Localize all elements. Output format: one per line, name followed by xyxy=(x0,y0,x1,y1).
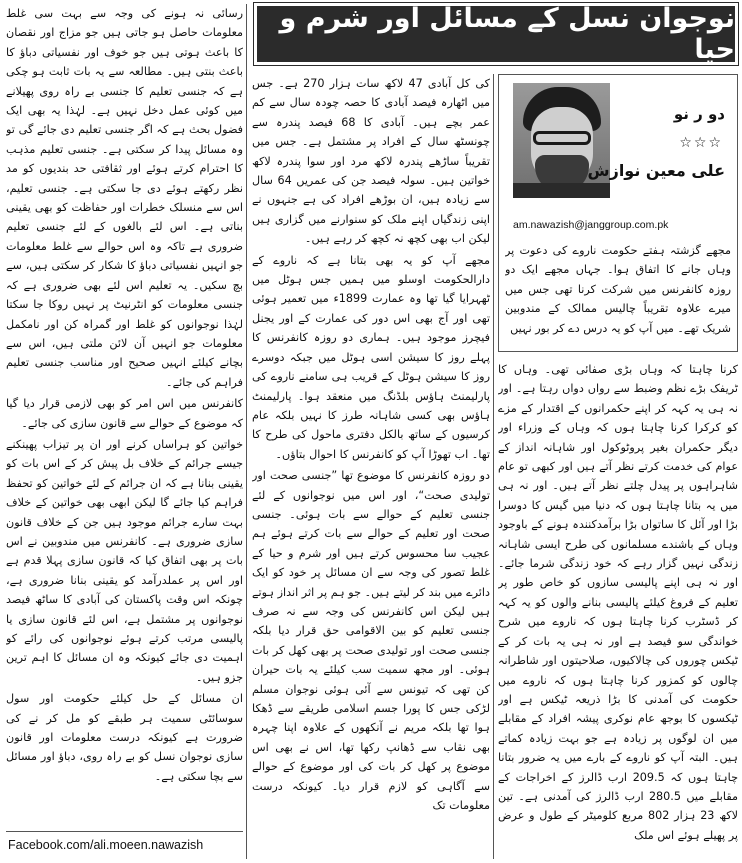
paragraph: مجھے آپ کو یہ بھی بتانا ہے کہ ناروے کے دارالحکومت اوسلو میں ہمیں جس ہوٹل میں ٹھہرایا گیا تھا وہ عمارت 1899ء میں تعمیر ہوئی تھی اور آج بھی اس دور کی عمارت کے اور یجنل فیچرز موجود ہیں۔ ہماری دو روزہ کانفرنس کا پہلے روز کا سیشن اسی ہوٹل میں جبکہ دوسرے روز کا سیشن ہوٹل کے قریب ہی سامنے ناروے کی پارلیمنٹ ہاؤس بلڈنگ میں منعقد ہوا۔ پارلیمنٹ ہاؤس بھی کسی شاہانہ طرز کا نہیں بلکہ عام کرسیوں کے ساتھ بالکل دفتری ماحول کی طرح کا تھا۔ اب تھوڑا آپ کو کانفرنس کا احوال بتاؤں۔ xyxy=(252,253,490,461)
headline-banner xyxy=(254,3,738,65)
paragraph: مجھے گزشتہ ہفتے حکومت ناروے کی دعوت پر وہاں جانے کا اتفاق ہوا۔ جہاں مجھے ایک دو روزہ کانفرنس میں شرکت کرنا تھی جس میں میرے علاوہ تقریباً چالیس ممالک کے مندوبین شریک تھے۔ میں آپ کو یہ درس دے کر بور نہیں xyxy=(505,244,731,335)
column-left xyxy=(6,4,243,829)
paragraph: خواتین کو ہراساں کرنے اور ان پر تیزاب پھینکنے جیسے جرائم کے خلاف بل پیش کر کے اس بات کو یقینی بنانا ہے کہ ان جرائم کے لئے خواتین کو تحفظ فراہم کیا جائے گا لیکن ابھی بھی خواتین کے خلاف بہت سارے جرائم موجود ہیں جن کے خلاف قانون سازی ضروری ہے۔ کانفرنس میں مندوبین نے اس بات پر بھی اتفاق کیا کہ قانون سازی پہلا قدم ہے اور اس پر عملدرآمد کو یقینی بنانا ضروری ہے، چونکہ اس وقت پاکستان کی آبادی کا ساٹھ فیصد نوجوانوں پر مشتمل ہے، اس لئے قانون سازی یا پالیسی مرتب کرتے ہوئے نوجوانوں کی رائے کو اہمیت دی جائے کیونکہ وہ ان مسائل کا اہم ترین جزو ہیں۔ xyxy=(6,437,243,684)
column-name: دو ر نو xyxy=(673,105,725,123)
author-email[interactable]: am.nawazish@janggroup.com.pk xyxy=(513,219,669,231)
paragraph: دو روزہ کانفرنس کا موضوع تھا ”جنسی صحت اور تولیدی صحت“، اور اس میں نوجوانوں کے لئے جنسی تعلیم کے حوالے سے بات ہوئی۔ جنسی صحت اور تعلیم کے حوالے سے بات کرتے ہوئے ہم عجیب سا محسوس کرتے ہیں اور شرم و حیا کے غلط تصور کی وجہ سے ان مسائل پر خود کو ایک دائرے میں بند کر لیتے ہیں۔ جو ہم پر اثر انداز ہوتے ہیں لیکن اس کانفرنس کی وجہ سے نہ صرف جنسی تعلیم کو بین الاقوامی حق قرار دیا بلکہ جنسی صحت اور تولیدی صحت پر بھی کھل کر بات ہوئی۔ اور مجھ سمیت سب کیلئے یہ بات حیران کن تھی کہ تیونس سے آئی ہوئی نوجوان مسلم لڑکی جس کا پورا جسم اسلامی طریقے سے ڈھکا ہوا تھا بلکہ مریم نے آنکھوں کے علاوہ اپنا چہرہ بھی نقاب سے ڈھانپ رکھا تھا، اس نے بھی اس موضوع پر کھل کر بات کی اور موضوع کے حوالے سے آگاہی کو لازم قرار دیا۔ کیونکہ درست معلومات تک xyxy=(252,469,490,813)
paragraph: رسائی نہ ہونے کی وجہ سے بہت سی غلط معلومات حاصل ہو جاتی ہیں جو مزاج اور نقصان کا باعث ہوتی ہیں جو خوف اور نفسیاتی دباؤ کا باعث بنتی ہیں۔ مطالعہ سے یہ بات ثابت ہو چکی ہے کہ جنسی تعلیم کا جنسی بے راہ روی پھیلانے میں کوئی عمل دخل نہیں ہے۔ لہٰذا یہ بھی ایک فضول بحث ہے کہ اگر جنسی تعلیم دی جائے گی تو وہ مسائل پیدا کر سکتی ہے۔ جنسی تعلیم مذہب کا احترام کرتے ہوئے اور ثقافتی حد بندیوں کو مد نظر رکھتے ہوئے دی جا سکتی ہے۔ جنسی تعلیم، اس سے منسلک خطرات اور حفاظت کو بھی یقینی بناتی ہے۔ اس لئے بالغوں کے لئے جنسی تعلیم ضروری ہے تاکہ وہ اس حوالے سے غلط معلومات جو انہیں نفسیاتی دباؤ کا شکار کر سکتی ہیں، سے بچ سکیں۔ یہ تعلیم اس لئے بھی ضروری ہے کہ جنسی معلومات کو انٹرنیٹ پر نہیں روکا جا سکتا لہٰذا نوجوانوں کو غلط اور گمراہ کن اور نامکمل معلومات جو انہیں آن لائن ملتی ہیں، اس سے بچانے کیلئے انہیں صحیح اور مناسب جنسی تعلیم فراہم کی جائے۔ xyxy=(6,7,243,389)
paragraph-continued: کرنا چاہتا کہ وہاں بڑی صفائی تھی۔ وہاں کا ٹریفک بڑے نظم وضبط سے رواں دواں رہتا ہے۔ اور نہ ہی یہ کہہ کر اپنے حکمرانوں کے اقتدار کے مزے کو کرکرا کرنا چاہتا ہوں کہ وہاں کے وزراء اور دیگر حکمران بغیر پروٹوکول اور شاہانہ انداز کے عوام کی خدمت کرتے نظر آتے ہیں اور کبھی تو عام شاہراہوں پر پیدل چلتے نظر آتے ہیں۔ اور نہ ہی میں یہ بتانا چاہتا ہوں کہ دنیا میں گیس کا دوسرا بڑا اور آئل کا ساتواں بڑا برآمدکنندہ ہونے کے باوجود وہاں کے باشندے مسلمانوں کی طرح ایسی شاہانہ زندگی نہیں گزار رہے کہ خود زندگی شرما جائے۔ اور نہ ہی اپنے پالیسی سازوں کو خاص طور پر تعلیم کے فروغ کیلئے پالیسی بنانے والوں کو یہ کہہ کر ڈسٹرب کرنا چاہتا ہوں کہ ناروے میں شرح خواندگی سو فیصد ہے اور نہ ہی یہ بات کر کے ٹیکس چوروں کی چالاکیوں، صلاحیتوں اور شاطرانہ چالوں کو کمزور کرنا چاہتا ہوں کہ ناروے میں حکومت کی آمدنی کا بڑا ذریعہ ٹیکس ہے اور ٹیکسوں کا بوجھ عام نوکری پیشہ افراد کے مقابلے میں ان لوگوں پر زیادہ ہے جو بہت زیادہ کماتے ہیں۔ البتہ آپ کو ناروے کے بارے میں یہ ضرور بتانا چاہتا ہوں کہ 209.5 ارب ڈالرز کے اخراجات کے مقابلے میں 280.5 ارب ڈالرز کی آمدنی ہے۔ تین لاکھ 23 ہزار 802 مربع کلومیٹر کے طول و عرض پر پھیلے ہوئے اس ملک xyxy=(498,363,738,842)
column-right xyxy=(498,360,738,860)
author-photo xyxy=(513,83,610,198)
footer-divider xyxy=(6,831,243,832)
author-name: علی معین نوازش xyxy=(587,161,725,180)
facebook-link[interactable]: Facebook.com/ali.moeen.nawazish xyxy=(8,838,204,852)
stars-icon: ☆☆☆ xyxy=(679,135,723,151)
headline: نوجوان نسل کے مسائل اور شرم و حیا xyxy=(279,3,735,65)
column-middle xyxy=(252,74,490,859)
column-divider xyxy=(493,74,494,859)
paragraph: ان مسائل کے حل کیلئے حکومت اور سول سوسائٹی سمیت ہر طبقے کو مل کر نے کی ضرورت ہے کیونکہ درست معلومات اور قانون سازی نوجوان نسل کو بے راہ روی، دباؤ اور مسائل سے بچا سکتی ہے۔ xyxy=(6,692,243,783)
paragraph: کی کل آبادی 47 لاکھ سات ہزار 270 ہے۔ جس میں اٹھارہ فیصد آبادی کا حصہ چودہ سال سے کم عمر بچے ہیں۔ آبادی کا 68 فیصد پندرہ سے چونسٹھ سال کے افراد پر مشتمل ہے۔ جس میں تقریباً ساڑھے پندرہ لاکھ مرد اور سوا پندرہ لاکھ خواتین ہیں۔ سولہ فیصد جن کی عمریں 64 سال سے زیادہ ہیں، ان بوڑھے افراد کی ہے جنہوں نے اپنی زندگیاں اپنے ملک کو سنوارنے میں گزاری ہیں لیکن اب بھی کچھ نہ کچھ کر رہے ہیں۔ xyxy=(252,77,490,246)
column-right-top xyxy=(505,241,731,349)
author-byline xyxy=(498,74,738,352)
paragraph: کانفرنس میں اس امر کو بھی لازمی قرار دیا گیا کہ موضوع کے حوالے سے قانون سازی کی جائے۔ xyxy=(6,397,243,430)
column-divider xyxy=(246,4,247,859)
